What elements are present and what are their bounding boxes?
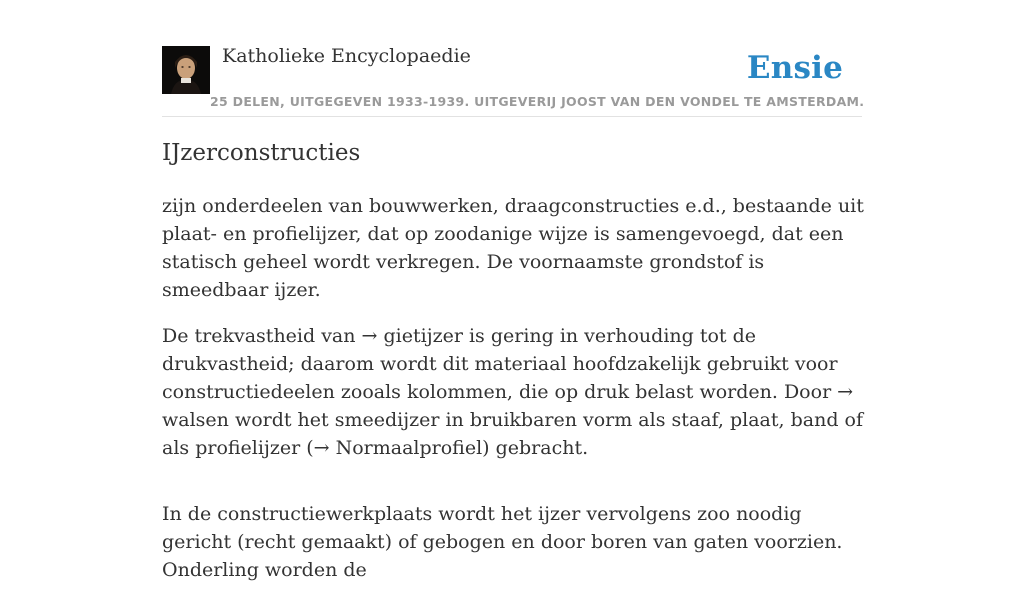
ensie-logo[interactable]: Ensie: [746, 50, 843, 86]
portrait-avatar[interactable]: [162, 46, 210, 94]
publication-subtitle: 25 DELEN, UITGEGEVEN 1933-1939. UITGEVERIJ JOOST VAN DEN VONDEL TE AMSTERDAM.: [210, 94, 865, 109]
article-body: [162, 192, 868, 602]
portrait-icon: [162, 46, 210, 94]
article-page: [162, 0, 865, 581]
article-paragraph: De trekvastheid van → gietijzer is gering in verhouding tot de drukvastheid; daarom wordt dit materiaal hoofdzakelijk gebruikt voor constructiedeelen zooals kolommen, die op druk belast worden. Door → walsen wordt het smeedijzer in bruikbaren vorm als staaf, plaat, band of als profielijzer (→ Normaalprofiel) gebracht.: [162, 325, 863, 459]
article-paragraph: zijn onderdeelen van bouwwerken, draagconstructies e.d., bestaande uit plaat- en profielijzer, dat op zoodanige wijze is samengevoegd, dat een statisch geheel wordt verkregen. De voornaamste grondstof is smeedbaar ijzer.: [162, 195, 864, 301]
article-paragraph: In de constructiewerkplaats wordt het ijzer vervolgens zoo noodig gericht (recht gemaakt) of gebogen en door boren van gaten voorzien. Onderling worden de: [162, 503, 843, 581]
publication-title[interactable]: Katholieke Encyclopaedie: [222, 45, 471, 67]
publication-header: [162, 0, 865, 117]
article-title: IJzerconstructies: [162, 140, 361, 166]
